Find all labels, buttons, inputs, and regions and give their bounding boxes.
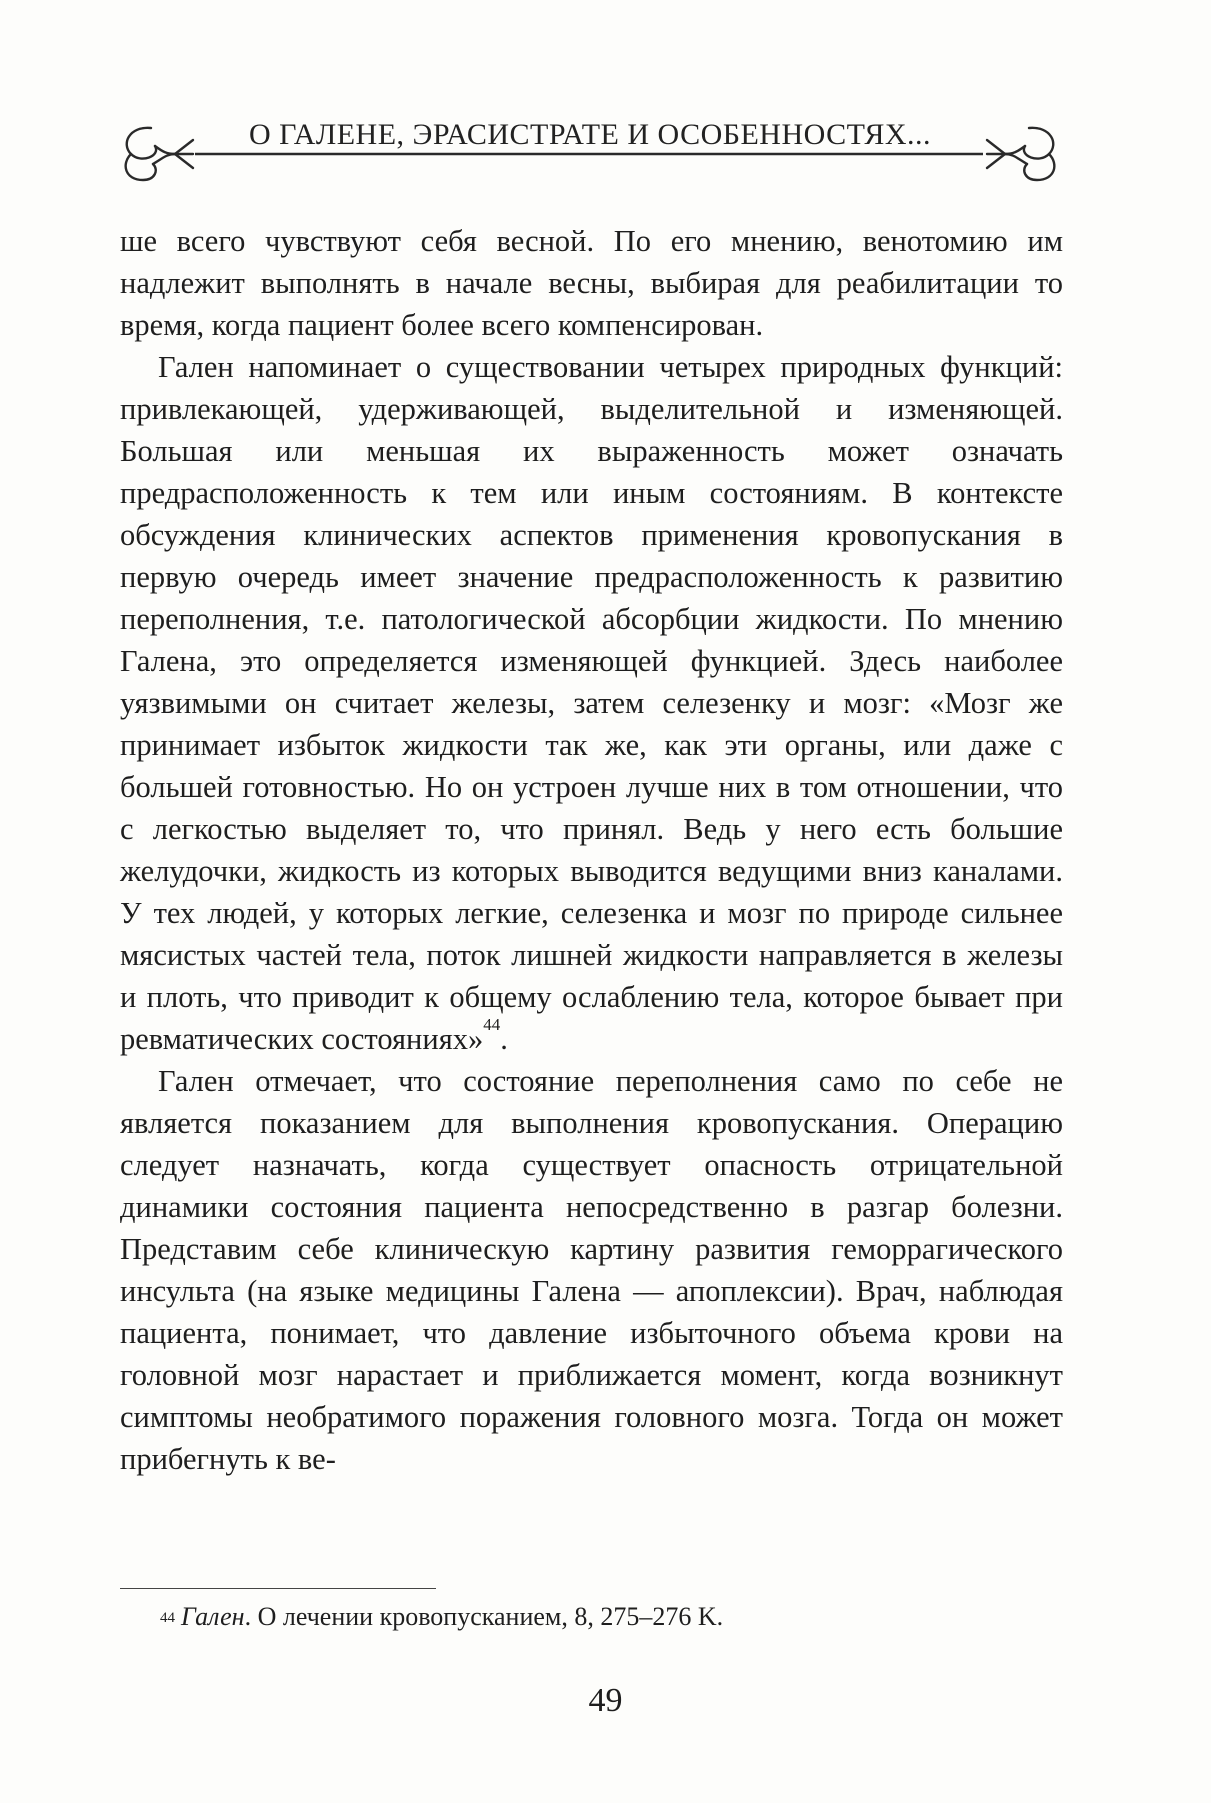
footnote [160,1600,960,1634]
footnote-author: Гален [181,1602,245,1631]
footnote-reference[interactable]: 44 [483,1015,501,1034]
paragraph-3: Гален отмечает, что состояние переполнения само по себе не является показанием для выполнения кровопускания. Операцию следует назначать, когда существует опасность отрицательной динамики состояния пациента непосредственно в разгар болезни. Представим себе клиническую картину развития геморрагического инсульта (на языке медицины Галена — апоплексии). Врач, наблюдая пациента, понимает, что давление избыточного объема крови на головной мозг нарастает и приближается момент, когда возникнут симптомы необратимого поражения головного мозга. Тогда он может прибегнуть к ве- [120,1064,1063,1476]
footnote-number: 44 [160,1610,175,1626]
running-head-title: О ГАЛЕНЕ, ЭРАСИСТРАТЕ И ОСОБЕННОСТЯХ... [248,118,932,151]
paragraph-1: ше всего чувствуют себя весной. По его мнению, венотомию им надлежит выполнять в начале весны, выбирая для реабилитации то время, когда пациент более всего компенсирован. [120,224,1063,342]
paragraph-2-text: Гален напоминает о существовании четырех природных функций: привлекающей, удерживающей, выделительной и изменяющей. Большая или меньшая их выраженность может означать предрасположенность к тем или иным состояниям. В контексте обсуждения клинических аспектов применения кровопускания в первую очередь имеет значение предрасположенность к развитию переполнения, т.е. патологической абсорбции жидкости. По мнению Галена, это определяется изменяющей функцией. Здесь наиболее уязвимыми он считает железы, затем селезенку и мозг: «Мозг же принимает избыток жидкости так же, как эти органы, или даже с большей готовностью. Но он устроен лучше них в том отношении, что с легкостью выделяет то, что принял. Ведь у него есть большие желудочки, жидкость из которых выводится ведущими вниз каналами. У тех людей, у которых легкие, селезенка и мозг по природе сильнее мясистых частей тела, поток лишней жидкости направляется в железы и плоть, что приводит к общему ослаблению тела, которое бывает при ревматических состояниях» [120,350,1063,1056]
page-number: 49 [588,1682,623,1719]
page-body [120,220,1063,1480]
running-head [115,118,1065,198]
footnote-divider [120,1588,436,1589]
footnote-text: . О лечении кровопусканием, 8, 275–276 K. [244,1602,724,1631]
paragraph-2: Гален напоминает о существовании четырех природных функций: привлекающей, удерживающей, выделительной и изменяющей. Большая или меньшая их выраженность может означать предрасположенность к тем или иным состояниям. В контексте обсуждения клинических аспектов применения кровопускания в первую очередь имеет значение предрасположенность к развитию переполнения, т.е. патологической абсорбции жидкости. По мнению Галена, это определяется изменяющей функцией. Здесь наиболее уязвимыми он считает железы, затем селезенку и мозг: «Мозг же принимает избыток жидкости так же, как эти органы, или даже с большей готовностью. Но он устроен лучше них в том отношении, что с легкостью выделяет то, что принял. Ведь у него есть большие желудочки, жидкость из которых выводится ведущими вниз каналами. У тех людей, у которых легкие, селезенка и мозг по природе сильнее мясистых частей тела, поток лишней жидкости направляется в железы и плоть, что приводит к общему ослаблению тела, которое бывает при ревматических состояниях»$^{44}$. [120,350,1063,1056]
